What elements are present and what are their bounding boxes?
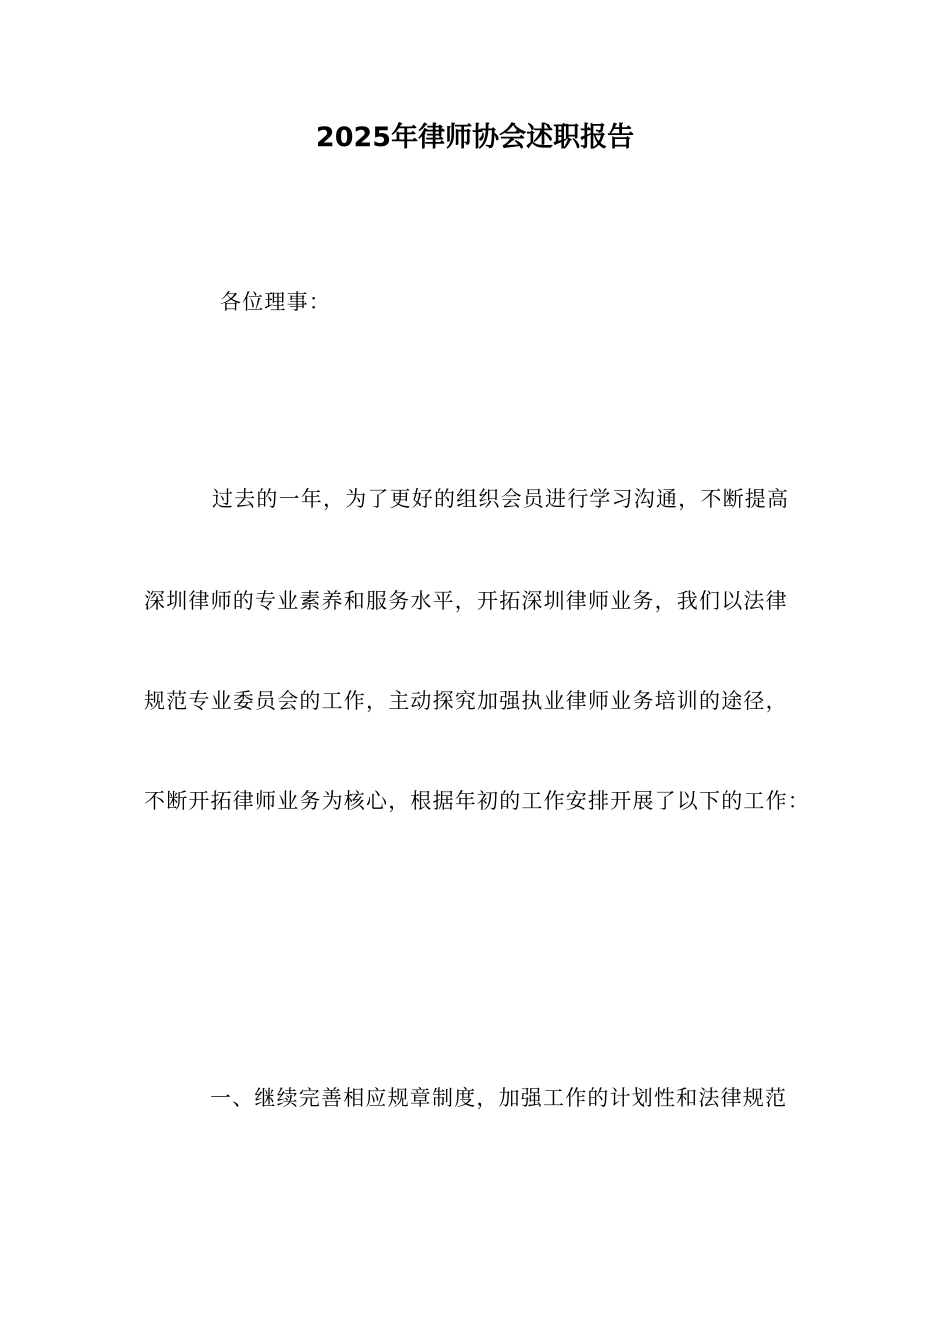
paragraph-line-4: 不断开拓律师业务为核心，根据年初的工作安排开展了以下的工作： [144, 789, 810, 813]
section-heading: 一、继续完善相应规章制度，加强工作的计划性和法律规范 [210, 1086, 788, 1110]
paragraph-line-3: 规范专业委员会的工作，主动探究加强执业律师业务培训的途径， [144, 689, 788, 713]
document-title: 2025年律师协会述职报告 [315, 122, 635, 153]
paragraph-line-2: 深圳律师的专业素养和服务水平，开拓深圳律师业务，我们以法律 [144, 589, 788, 613]
paragraph-line-1: 过去的一年，为了更好的组织会员进行学习沟通，不断提高 [212, 487, 790, 511]
greeting-text: 各位理事： [220, 290, 331, 314]
